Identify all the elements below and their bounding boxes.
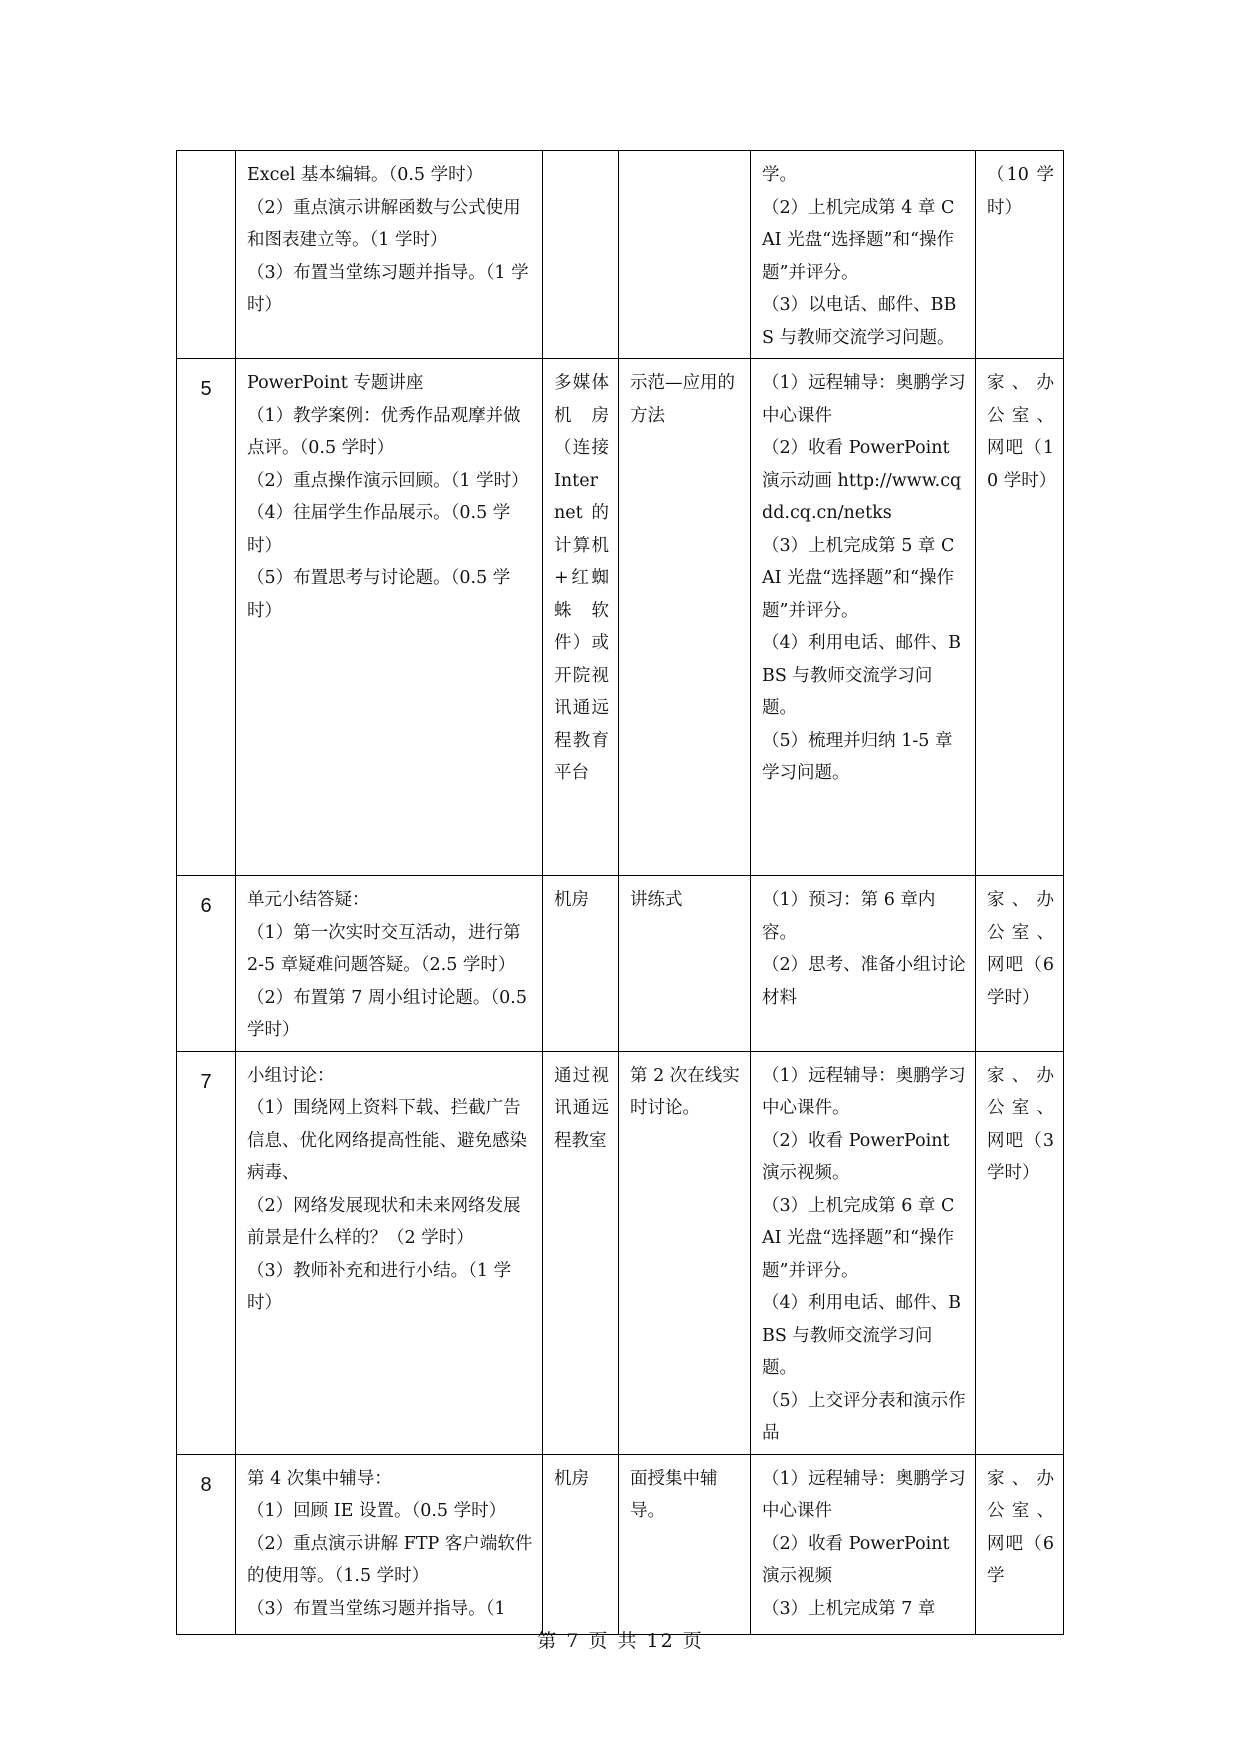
method-cell <box>619 151 751 359</box>
venue-cell: 多媒体机房（连接 Internet 的计算机+红蜘蛛软件）或开院视讯通远程教育平台 <box>543 359 619 876</box>
week-number: 8 <box>177 1454 236 1634</box>
tasks-cell <box>751 151 976 359</box>
task-line: （1）远程辅导：奥鹏学习中心课件 <box>762 1468 966 1521</box>
task-line: （3）以电话、邮件、BBS 与教师交流学习问题。 <box>762 295 957 348</box>
venue-cell <box>543 151 619 359</box>
content-line: （4）往届学生作品展示。（0.5 学时） <box>247 503 511 556</box>
content-line: （1）围绕网上资料下载、拦截广告信息、优化网络提高性能、避免感染病毒、 <box>247 1098 527 1183</box>
content-line: （3）教师补充和进行小结。（1 学时） <box>247 1260 512 1313</box>
task-line: 学。 <box>762 165 797 185</box>
content-line: （2）网络发展现状和未来网络发展前景是什么样的？（2 学时） <box>247 1195 521 1248</box>
content-line: （2）布置第 7 周小组讨论题。（0.5 学时） <box>247 987 527 1040</box>
method-cell: 第 2 次在线实时讨论。 <box>619 1051 751 1454</box>
task-line: （5）上交评分表和演示作品 <box>762 1390 966 1443</box>
content-line: （3）布置当堂练习题并指导。（1 学时） <box>247 262 529 315</box>
table-row <box>177 876 1064 1052</box>
task-line: （1）远程辅导：奥鹏学习中心课件。 <box>762 1065 966 1118</box>
content-line: （2）重点操作演示回顾。（1 学时） <box>247 470 529 491</box>
tasks-cell <box>751 1051 976 1454</box>
task-line: （3）上机完成第 6 章 CAI 光盘“选择题”和“操作题”并评分。 <box>762 1195 955 1281</box>
teaching-content <box>236 1051 543 1454</box>
table-row <box>177 359 1064 876</box>
task-line: （2）收看 PowerPoint 演示动画 http://www.cqdd.cq.cn/netks <box>762 438 962 523</box>
task-line: （2）上机完成第 4 章 CAI 光盘“选择题”和“操作题”并评分。 <box>762 197 955 283</box>
task-line: （3）上机完成第 5 章 CAI 光盘“选择题”和“操作题”并评分。 <box>762 535 955 621</box>
tasks-cell <box>751 359 976 876</box>
table-row <box>177 151 1064 359</box>
content-line: （2）重点演示讲解 FTP 客户端软件的使用等。（1.5 学时） <box>247 1533 533 1586</box>
place-hours-cell: （10 学时） <box>976 151 1064 359</box>
method-cell: 示范—应用的方法 <box>619 359 751 876</box>
content-line: 小组讨论： <box>247 1065 335 1086</box>
method-cell: 讲练式 <box>619 876 751 1052</box>
content-line: （3）布置当堂练习题并指导。（1 <box>247 1598 506 1619</box>
content-line: （1）第一次实时交互活动，进行第 2-5 章疑难问题答疑。（2.5 学时） <box>247 922 521 975</box>
content-line: （2）重点演示讲解函数与公式使用和图表建立等。（1 学时） <box>247 197 521 250</box>
page-footer: 第 7 页 共 12 页 <box>537 1630 704 1652</box>
task-line: （2）思考、准备小组讨论材料 <box>762 955 966 1008</box>
task-line: （4）利用电话、邮件、BBS 与教师交流学习问题。 <box>762 1293 961 1378</box>
tasks-cell <box>751 1454 976 1634</box>
place-hours-cell: 家、办公室、网吧（10 学时） <box>976 359 1064 876</box>
content-line: 第 4 次集中辅导： <box>247 1468 392 1489</box>
task-line: （5）梳理并归纳 1-5 章学习问题。 <box>762 730 953 783</box>
teaching-content <box>236 1454 543 1634</box>
task-line: （2）收看 PowerPoint 演示视频。 <box>762 1130 950 1183</box>
task-line: （3）上机完成第 7 章 <box>762 1598 936 1619</box>
content-line: Excel 基本编辑。（0.5 学时） <box>247 165 484 185</box>
week-number: 7 <box>177 1051 236 1454</box>
task-line: （1）预习：第 6 章内容。 <box>762 890 936 943</box>
schedule-table <box>176 150 1064 1635</box>
task-line: （2）收看 PowerPoint 演示视频 <box>762 1533 950 1586</box>
content-line: （1）回顾 IE 设置。（0.5 学时） <box>247 1501 507 1521</box>
table-row <box>177 1454 1064 1634</box>
week-number <box>177 151 236 359</box>
venue-cell: 机房 <box>543 876 619 1052</box>
content-line: （5）布置思考与讨论题。（0.5 学时） <box>247 568 511 621</box>
table-row <box>177 1051 1064 1454</box>
method-cell: 面授集中辅导。 <box>619 1454 751 1634</box>
place-hours-cell: 家、办公室、网吧（3 学时） <box>976 1051 1064 1454</box>
content-line: （1）教学案例：优秀作品观摩并做点评。（0.5 学时） <box>247 405 521 458</box>
place-hours-cell: 家、办公室、网吧（6 学时） <box>976 876 1064 1052</box>
teaching-content <box>236 876 543 1052</box>
content-line: PowerPoint 专题讲座 <box>247 373 424 393</box>
venue-cell: 通过视讯通远程教室 <box>543 1051 619 1454</box>
task-line: （1）远程辅导：奥鹏学习中心课件 <box>762 373 966 426</box>
place-hours-cell: 家、办公室、网吧（6 学 <box>976 1454 1064 1634</box>
teaching-content <box>236 359 543 876</box>
content-line: 单元小结答疑： <box>247 890 370 910</box>
teaching-content <box>236 151 543 359</box>
week-number: 5 <box>177 359 236 876</box>
venue-cell: 机房 <box>543 1454 619 1634</box>
tasks-cell <box>751 876 976 1052</box>
task-line: （4）利用电话、邮件、BBS 与教师交流学习问题。 <box>762 633 961 718</box>
week-number: 6 <box>177 876 236 1052</box>
